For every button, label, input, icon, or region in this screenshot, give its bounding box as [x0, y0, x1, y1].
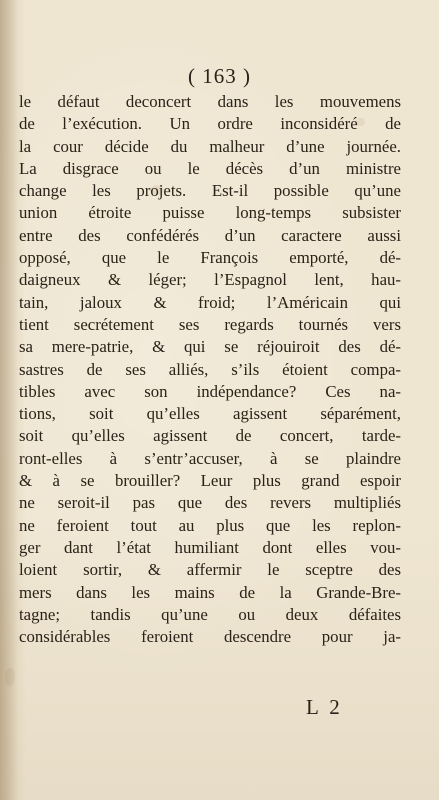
text-line: La disgrace ou le décès d’un ministre — [19, 158, 401, 178]
page-number: ( 163 ) — [188, 64, 251, 88]
text-line: sastres de ses alliés, s’ils étoient compa- — [19, 359, 401, 379]
body-text — [19, 91, 401, 648]
text-line: mers dans les mains de la Grande-Bre- — [19, 582, 401, 602]
text-line: tibles avec son indépendance? Ces na- — [19, 381, 401, 401]
text-line: ront-elles à s’entr’accuser, à se plaindre — [19, 448, 401, 468]
text-line: loient sortir, & affermir le sceptre des — [19, 560, 401, 580]
text-line: tions, soit qu’elles agissent séparément, — [19, 404, 401, 424]
text-line: la cour décide du malheur d’une journée. — [19, 136, 401, 156]
text-line: daigneux & léger; l’Espagnol lent, hau- — [19, 270, 401, 290]
text-line: considérables feroient descendre pour ja- — [19, 627, 401, 647]
paper-stain — [5, 668, 15, 686]
text-line: union étroite puisse long-temps subsister — [19, 203, 401, 223]
text-line: sa mere-patrie, & qui se réjouiroit des dé- — [19, 337, 401, 357]
text-line: ne seroit-il pas que des revers multipliés — [19, 493, 401, 513]
text-line: le défaut deconcert dans les mouvemens — [19, 92, 401, 111]
text-line: soit qu’elles agissent de concert, tarde- — [19, 426, 401, 446]
printer-signature-mark: L 2 — [306, 695, 343, 719]
text-line: ne feroient tout au plus que les replon- — [19, 515, 401, 535]
text-line: tient secrétement ses regards tournés vers — [19, 314, 401, 334]
text-line: de l’exécution. Un ordre inconsidéré de — [19, 114, 401, 134]
text-line: tain, jaloux & froid; l’Américain qui — [19, 292, 401, 312]
text-line: opposé, que le François emporté, dé- — [19, 248, 401, 268]
text-line: & à se brouiller? Leur plus grand espoir — [19, 471, 401, 491]
text-line: entre des confédérés d’un caractere aussi — [19, 225, 401, 245]
text-line: tagne; tandis qu’une ou deux défaites — [19, 604, 401, 624]
text-line: ger dant l’état humiliant dont elles vou- — [19, 537, 401, 557]
text-line: change les projets. Est-il possible qu’une — [19, 181, 401, 201]
